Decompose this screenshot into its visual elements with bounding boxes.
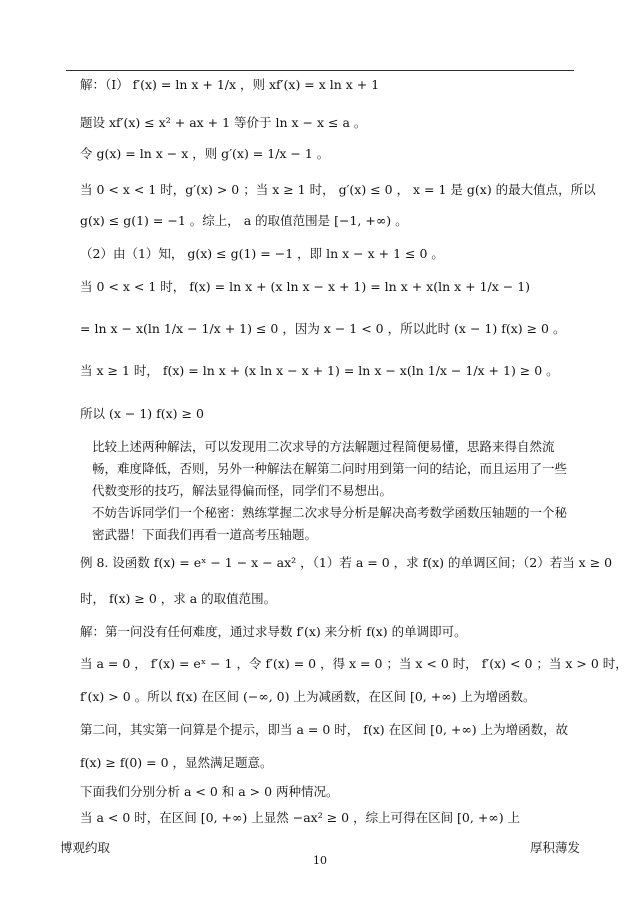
text-line: 解：（Ⅰ） f′(x) = ln x + 1/x ，则 xf′(x) = x ln x + 1	[80, 77, 380, 92]
text-line: 当 a < 0 时，在区间 [0, +∞) 上显然 −ax² ≥ 0 ，综上可得在区间 [0, +∞) 上	[80, 810, 521, 825]
text-line: （2）由（1）知， g(x) ≤ g(1) = −1 ，即 ln x − x + 1 ≤ 0 。	[80, 246, 444, 261]
footer-left: 博观约取	[60, 840, 111, 855]
paragraph: 比较上述两种解法，可以发现用二次求导的方法解题过程简便易懂，思路来得自然流畅，难度降低，否则，另外一种解法在解第二问时用到第一问的结论，而且运用了一些代数变形的技巧，解法显得偏而怪，同学们不易想出。	[92, 439, 568, 498]
text-line: 当 0 < x < 1 时， f(x) = ln x + (x ln x − x + 1) = ln x + x(ln x + 1/x − 1)	[80, 279, 531, 294]
text-line: 当 a = 0 ， f′(x) = eˣ − 1 ，令 f′(x) = 0 ，得 x = 0 ；当 x < 0 时， f′(x) < 0 ；当 x > 0 时，	[80, 656, 628, 671]
text-line: 下面我们分别分析 a < 0 和 a > 0 两种情况。	[80, 784, 339, 799]
text-line: 第二问，其实第一问算是个提示，即当 a = 0 时， f(x) 在区间 [0, +∞) 上为增函数，故	[80, 722, 569, 737]
page-number: 10	[313, 854, 327, 867]
text-line: = ln x − x(ln 1/x − 1/x + 1) ≤ 0 ，因为 x − 1 < 0 ，所以此时 (x − 1) f(x) ≥ 0 。	[80, 321, 566, 336]
text-line: 题设 xf′(x) ≤ x² + ax + 1 等价于 ln x − x ≤ a 。	[80, 115, 367, 130]
example-line: 例 8. 设函数 f(x) = eˣ − 1 − x − ax² ，（1）若 a = 0 ，求 f(x) 的单调区间；（2）若当 x ≥ 0	[80, 555, 613, 570]
text-line: 时， f(x) ≥ 0 ，求 a 的取值范围。	[80, 591, 277, 606]
text-line: 当 x ≥ 1 时， f(x) = ln x + (x ln x − x + 1) = ln x − x(ln 1/x − 1/x + 1) ≥ 0 。	[80, 363, 559, 378]
text-line: 令 g(x) = ln x − x ，则 g′(x) = 1/x − 1 。	[80, 146, 330, 161]
footer-right: 厚积薄发	[529, 840, 580, 855]
text-line: 所以 (x − 1) f(x) ≥ 0	[80, 406, 204, 421]
header-rule	[66, 70, 574, 71]
paragraph: 不妨告诉同学们一个秘密：熟练掌握二次求导分析是解决高考数学函数压轴题的一个秘密武器！下面我们再看一道高考压轴题。	[92, 505, 568, 542]
text-line: g(x) ≤ g(1) = −1 。综上， a 的取值范围是 [−1, +∞) 。	[80, 213, 408, 228]
text-line: 解：第一问没有任何难度，通过求导数 f′(x) 来分析 f(x) 的单调即可。	[80, 624, 467, 639]
text-line: f′(x) > 0 。所以 f(x) 在区间 (−∞, 0) 上为减函数，在区间 [0, +∞) 上为增函数。	[80, 689, 536, 704]
text-line: f(x) ≥ f(0) = 0 ，显然满足题意。	[80, 755, 273, 770]
text-line: 当 0 < x < 1 时，g′(x) > 0 ；当 x ≥ 1 时， g′(x) ≤ 0 ， x = 1 是 g(x) 的最大值点，所以	[80, 182, 596, 197]
